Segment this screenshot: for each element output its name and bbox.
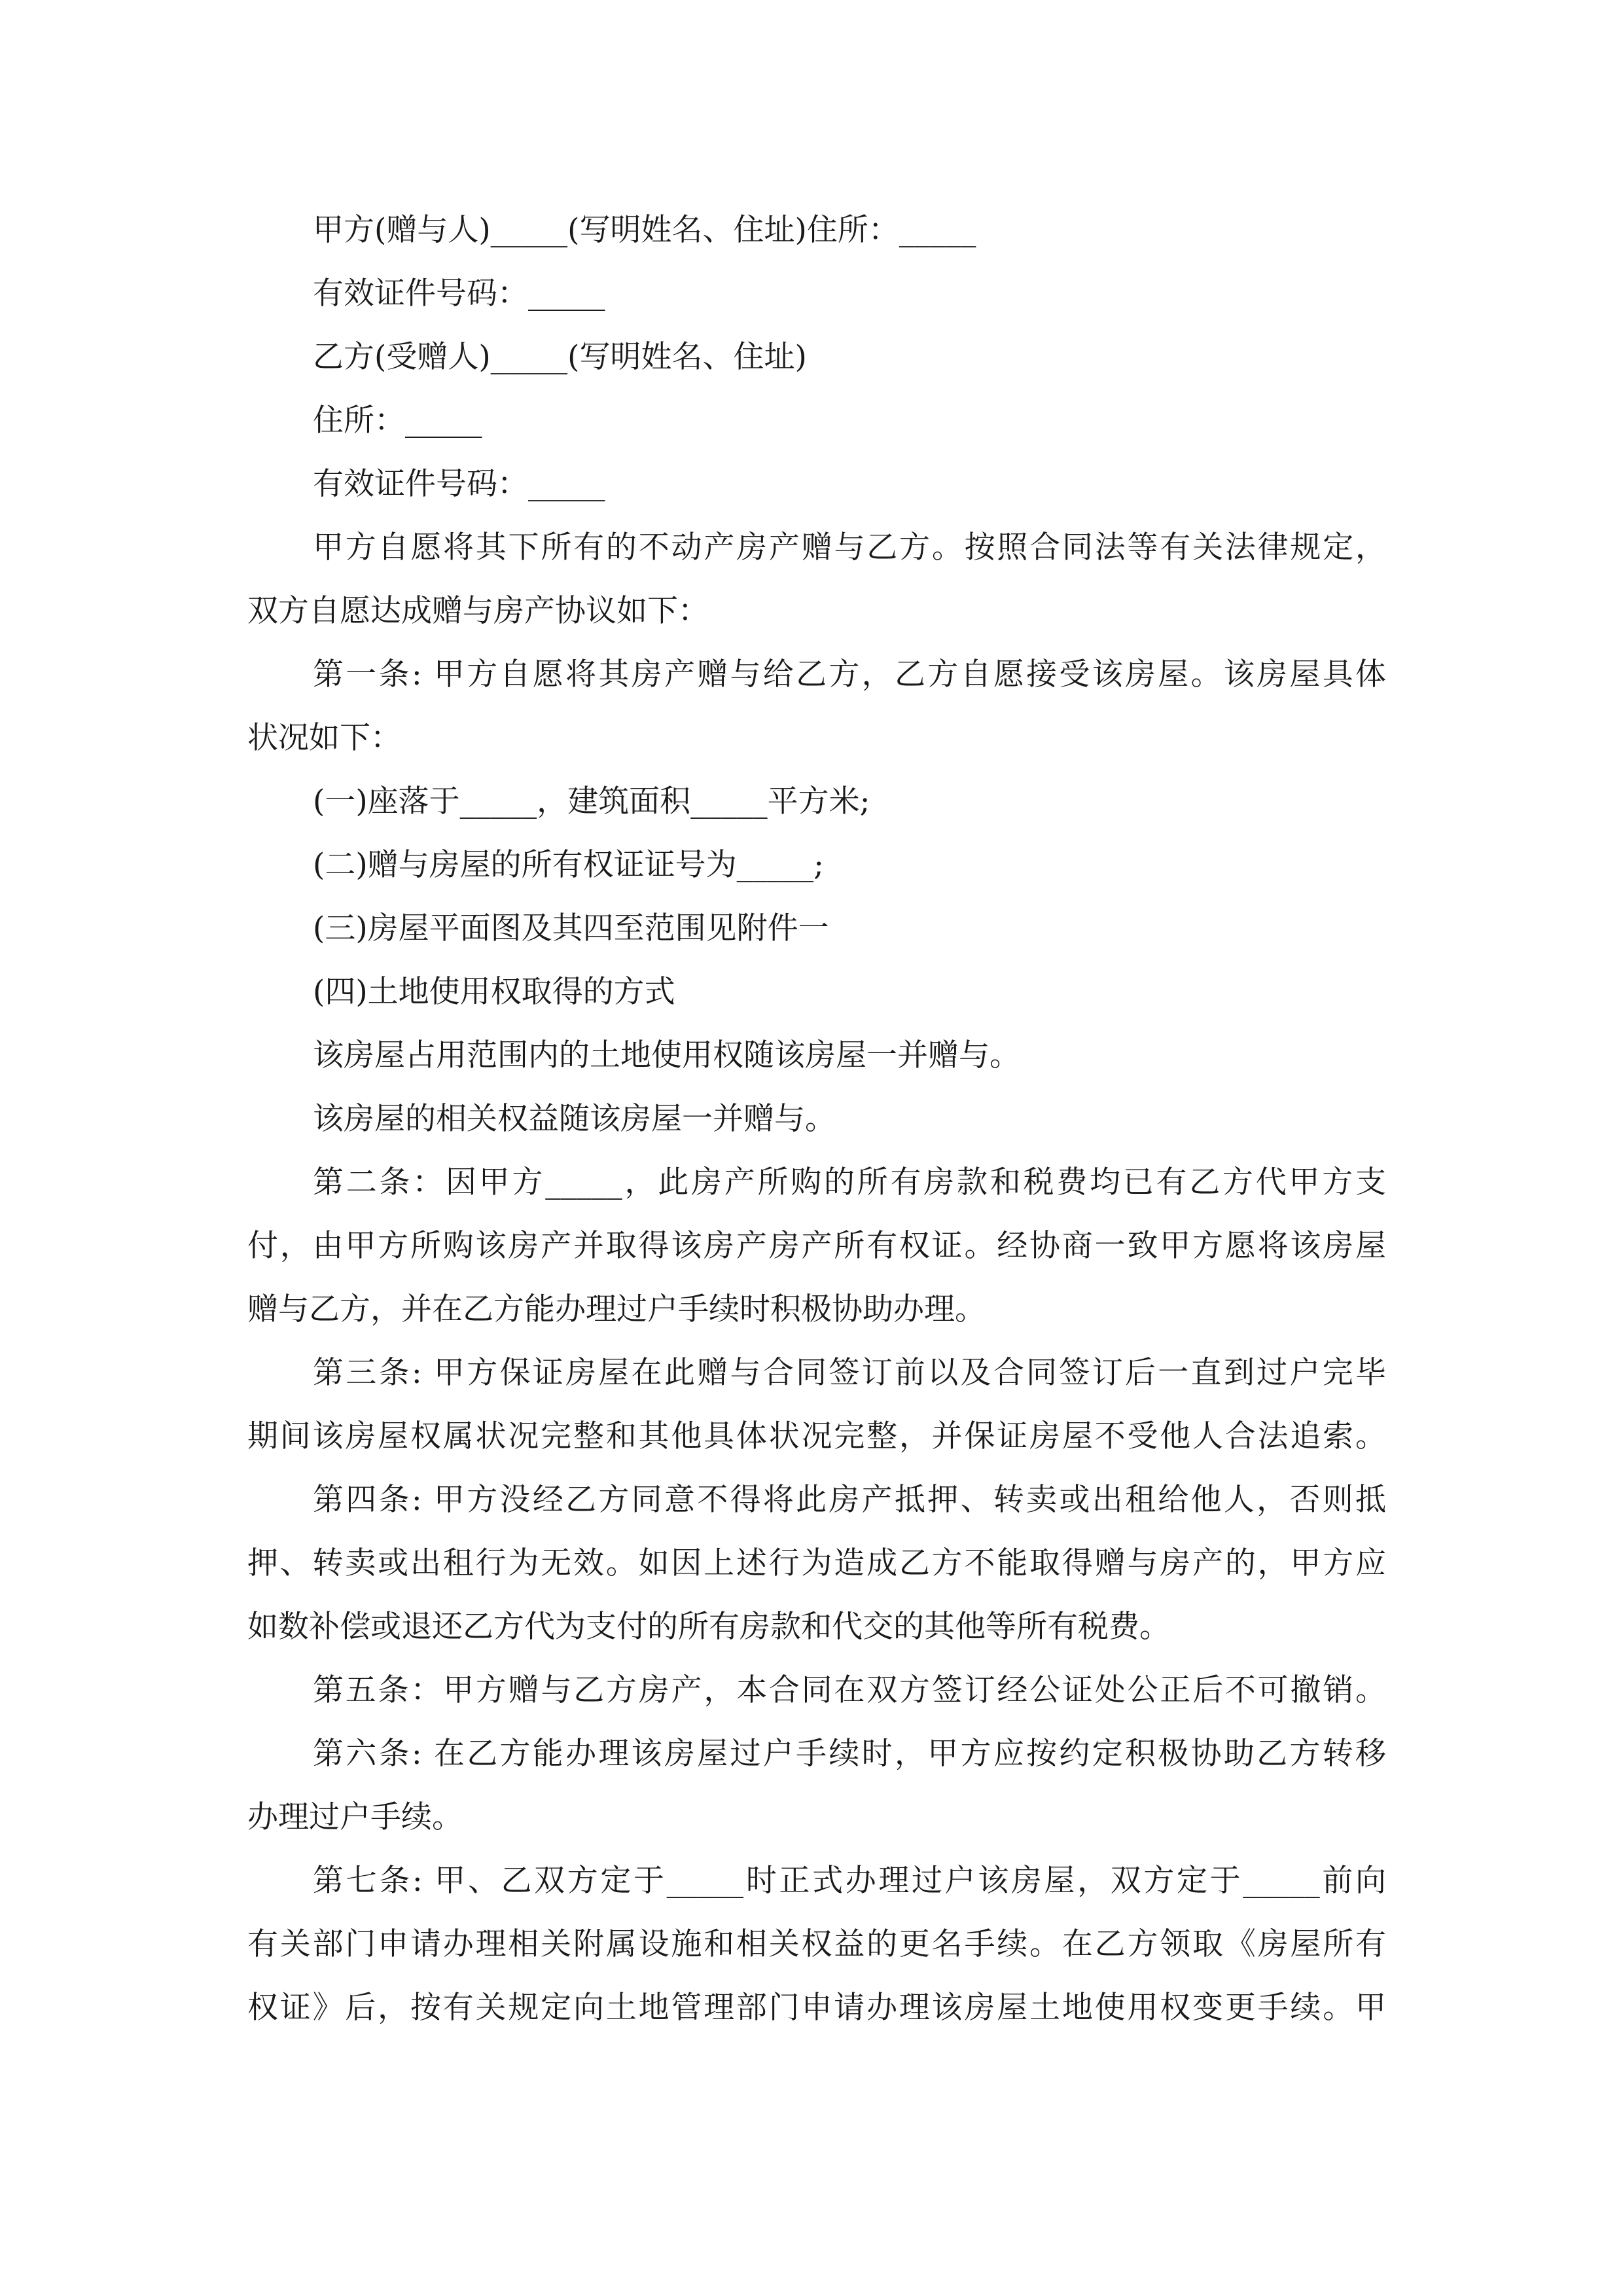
article-2-line: 第二条：因甲方_____，此房产所购的所有房款和税费均已有乙方代甲方支 <box>313 1164 1386 1200</box>
article-4-line: 押、转卖或出租行为无效。如因上述行为造成乙方不能取得赠与房产的，甲方应 <box>247 1545 1386 1581</box>
article-3-line: 期间该房屋权属状况完整和其他具体状况完整，并保证房屋不受他人合法追索。 <box>247 1418 1386 1454</box>
article-7-line: 权证》后，按有关规定向土地管理部门申请办理该房屋土地使用权变更手续。甲 <box>247 1990 1386 2026</box>
party-b-address-line: 住所：_____ <box>313 403 482 439</box>
article-6-line: 办理过户手续。 <box>247 1799 463 1835</box>
article-1-line: 状况如下： <box>247 720 401 756</box>
article-1-text: 该房屋占用范围内的土地使用权随该房屋一并赠与。 <box>313 1037 1020 1073</box>
article-1-item: (三)房屋平面图及其四至范围见附件一 <box>313 910 829 946</box>
article-1-text: 该房屋的相关权益随该房屋一并赠与。 <box>313 1101 836 1137</box>
article-1-item: (四)土地使用权取得的方式 <box>313 974 675 1010</box>
party-b-id-line: 有效证件号码：_____ <box>313 466 605 502</box>
article-2-line: 赠与乙方，并在乙方能办理过户手续时积极协助办理。 <box>247 1291 986 1327</box>
article-4-line: 如数补偿或退还乙方代为支付的所有房款和代交的其他等所有税费。 <box>247 1609 1170 1645</box>
preamble-line: 双方自愿达成赠与房产协议如下： <box>247 593 709 629</box>
preamble-line: 甲方自愿将其下所有的不动产房产赠与乙方。按照合同法等有关法律规定， <box>313 529 1386 565</box>
article-7-line: 第七条: 甲、乙双方定于_____时正式办理过户该房屋，双方定于_____前向 <box>313 1863 1386 1899</box>
article-3-line: 第三条: 甲方保证房屋在此赠与合同签订前以及合同签订后一直到过户完毕 <box>313 1355 1386 1391</box>
article-5-line: 第五条：甲方赠与乙方房产，本合同在双方签订经公证处公正后不可撤销。 <box>313 1672 1386 1708</box>
article-4-line: 第四条: 甲方没经乙方同意不得将此房产抵押、转卖或出租给他人，否则抵 <box>313 1482 1386 1518</box>
article-2-line: 付，由甲方所购该房产并取得该房产房产所有权证。经协商一致甲方愿将该房屋 <box>247 1228 1386 1264</box>
party-b-line: 乙方(受赠人)_____(写明姓名、住址) <box>313 339 807 375</box>
article-1-line: 第一条: 甲方自愿将其房产赠与给乙方，乙方自愿接受该房屋。该房屋具体 <box>313 656 1386 692</box>
party-a-line: 甲方(赠与人)_____(写明姓名、住址)住所：_____ <box>313 212 976 248</box>
article-7-line: 有关部门申请办理相关附属设施和相关权益的更名手续。在乙方领取《房屋所有 <box>247 1926 1386 1962</box>
article-1-item: (二)赠与房屋的所有权证证号为_____; <box>313 847 825 883</box>
article-1-item: (一)座落于_____，建筑面积_____平方米; <box>313 783 870 819</box>
party-a-id-line: 有效证件号码：_____ <box>313 276 605 312</box>
article-6-line: 第六条: 在乙方能办理该房屋过户手续时，甲方应按约定积极协助乙方转移 <box>313 1736 1386 1772</box>
